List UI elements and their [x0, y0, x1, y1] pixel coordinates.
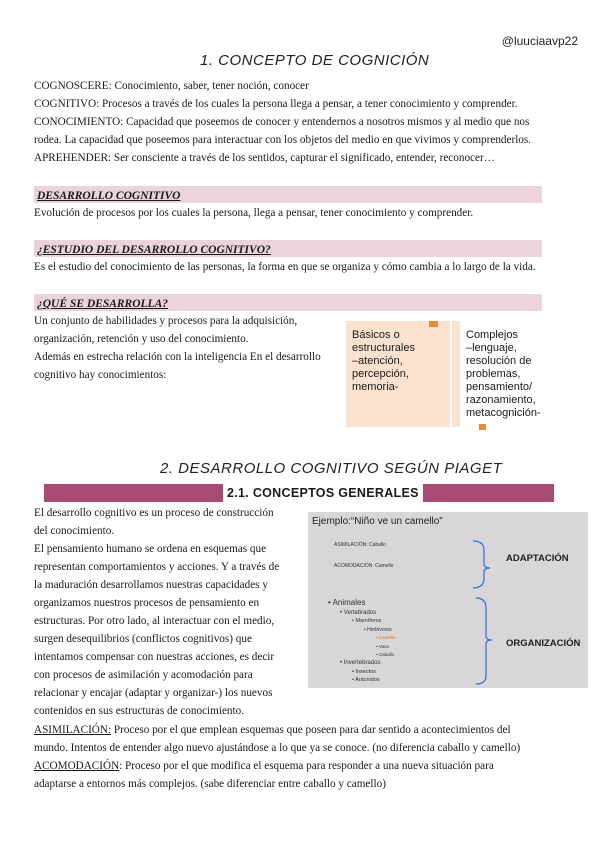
heading-que-se-desarrolla	[34, 294, 542, 311]
tree-node: • Arácnidos	[352, 677, 380, 684]
subsection-title: 2.1. CONCEPTOS GENERALES	[223, 484, 423, 502]
piaget-line-5: la maduración desarrollamos nuestras capacidades y	[34, 579, 268, 591]
definition-cognitivo: COGNITIVO: Procesos a través de los cuales la persona llega a pensar, a tener conocimiento y comprender.	[34, 98, 518, 110]
piaget-line-2: del conocimiento.	[34, 525, 115, 537]
acomodacion-line-1	[34, 758, 494, 776]
heading-estudio	[34, 240, 542, 257]
tree-node: • Vertebrados	[340, 610, 377, 616]
heading-desarrollo-cognitivo-label: DESARROLLO COGNITIVO	[37, 190, 181, 202]
definition-aprehender: APREHENDER: Ser consciente a través de los sentidos, capturar el significado, entender, reconocer…	[34, 152, 495, 164]
piaget-line-10: con procesos de asimilación y acomodación para	[34, 669, 253, 681]
box-basicos-line: estructurales	[352, 342, 415, 354]
box-complejos-line: resolución de	[466, 355, 532, 367]
heading-desarrollo-cognitivo	[34, 186, 542, 203]
heading-estudio-label: ¿ESTUDIO DEL DESARROLLO COGNITIVO?	[37, 244, 271, 256]
que-line-3: Además en estrecha relación con la inteligencia En el desarrollo	[34, 351, 321, 363]
asimilacion-line-2: mundo. Intentos de entender algo nuevo ajustándose a lo que ya se conoce. (no diferencia caballo y camello)	[34, 742, 521, 754]
box-basicos-line: memoria-	[352, 381, 399, 393]
estudio-text: Es el estudio del conocimiento de las personas, la forma en que se organiza y cómo cambia a lo largo de la vida.	[34, 261, 536, 273]
box-basicos	[346, 321, 450, 427]
tree-node: • Mamíferos	[352, 618, 382, 625]
heading-que-se-desarrolla-label: ¿QUÉ SE DESARROLLA?	[37, 298, 169, 310]
acomodacion-line-2: adaptarse a entornos más complejos. (sabe diferenciar entre caballo y camello)	[34, 778, 386, 790]
classification-tree	[328, 598, 488, 684]
que-line-4: cognitivo hay conocimientos:	[34, 369, 167, 381]
box-accent-top	[429, 321, 438, 327]
example-diagram	[308, 512, 588, 688]
tree-node: • Animales	[328, 598, 366, 607]
piaget-line-11: relacionar y encajar (adaptar y organizar-) los nuevos	[34, 687, 273, 699]
diagram-asimilacion: ASIMILACIÓN: Caballo	[334, 542, 386, 548]
asimilacion-line-1	[34, 722, 511, 740]
tree-node: • Herbívoros	[364, 626, 392, 633]
box-basicos-line: Básicos o	[352, 329, 400, 341]
diagram-title: Ejemplo:“Niño ve un camello”	[312, 516, 443, 527]
tree-node: • Camello	[376, 635, 396, 641]
piaget-line-12: contenidos en sus estructuras de conocimiento.	[34, 705, 245, 717]
acomodacion-def: : Proceso por el que modifica el esquema para responder a una nueva situación para	[119, 760, 494, 772]
bracket-adaptacion	[473, 541, 490, 588]
box-complejos-line: metacognición-	[466, 407, 541, 419]
definition-conocimiento-cont: rodea. La capacidad que poseemos para interactuar con los objetos del medio en que vivimos y comprenderlos.	[34, 134, 532, 146]
piaget-line-1: El desarrollo cognitivo es un proceso de construcción	[34, 507, 274, 519]
author-handle: @luuciaavp22	[501, 34, 578, 48]
box-basicos-line: percepción,	[352, 368, 409, 380]
definition-cognoscere: COGNOSCERE: Conocimiento, saber, tener noción, conocer	[34, 80, 309, 92]
box-complejos-line: problemas,	[466, 368, 521, 380]
definition-conocimiento: CONOCIMIENTO: Capacidad que poseemos de conocer y entendernos a nosotros mismos y al medio que nos	[34, 116, 530, 128]
diagram-organizacion-label: ORGANIZACIÓN	[506, 638, 581, 649]
tree-node: • Vaca	[376, 643, 389, 649]
tree-node: • Caballo	[376, 652, 395, 657]
piaget-line-9: intentamos compensar con nuestras acciones, es decir	[34, 651, 275, 663]
piaget-line-8: surgen desequilibrios (conflictos cognitivos) que	[34, 633, 252, 645]
tree-node: • Invertebrados	[340, 660, 381, 667]
box-complejos	[460, 321, 548, 427]
box-divider	[452, 321, 460, 427]
section-2-title: 2. DESARROLLO COGNITIVO SEGÚN PIAGET	[160, 460, 503, 477]
desarrollo-cognitivo-text: Evolución de procesos por los cuales la persona, llega a pensar, tener conocimiento y comprender.	[34, 207, 474, 219]
asimilacion-def: Proceso por el que emplean esquemas que poseen para dar sentido a acontecimientos del	[111, 724, 511, 736]
box-complejos-line: Complejos	[466, 329, 518, 341]
asimilacion-term: ASIMILACIÓN:	[34, 724, 112, 736]
diagram-acomodacion: ACOMODACIÓN: Camello	[334, 563, 394, 569]
section-1-title: 1. CONCEPTO DE COGNICIÓN	[200, 52, 430, 69]
que-line-2: organización, retención y uso del conocimiento.	[34, 333, 249, 345]
diagram-adaptacion-label: ADAPTACIÓN	[506, 553, 569, 564]
box-complejos-line: pensamiento/	[466, 381, 533, 393]
box-complejos-line: –lenguaje,	[466, 342, 517, 354]
piaget-line-6: organizamos nuestros procesos de pensamiento en	[34, 597, 260, 609]
piaget-line-3: El pensamiento humano se ordena en esquemas que	[34, 543, 267, 555]
tree-node: • Insectos	[352, 668, 376, 675]
que-line-1: Un conjunto de habilidades y procesos para la adquisición,	[34, 315, 298, 327]
box-accent-bottom	[479, 424, 486, 430]
box-basicos-line: –atención,	[352, 355, 403, 367]
piaget-line-4: representan comportamientos y acciones. Y a través de	[34, 561, 280, 573]
box-complejos-line: razonamiento,	[466, 394, 536, 406]
piaget-line-7: estructuras. Por otro lado, al interactuar con el medio,	[34, 615, 275, 627]
acomodacion-term: ACOMODACIÓN	[34, 760, 120, 772]
